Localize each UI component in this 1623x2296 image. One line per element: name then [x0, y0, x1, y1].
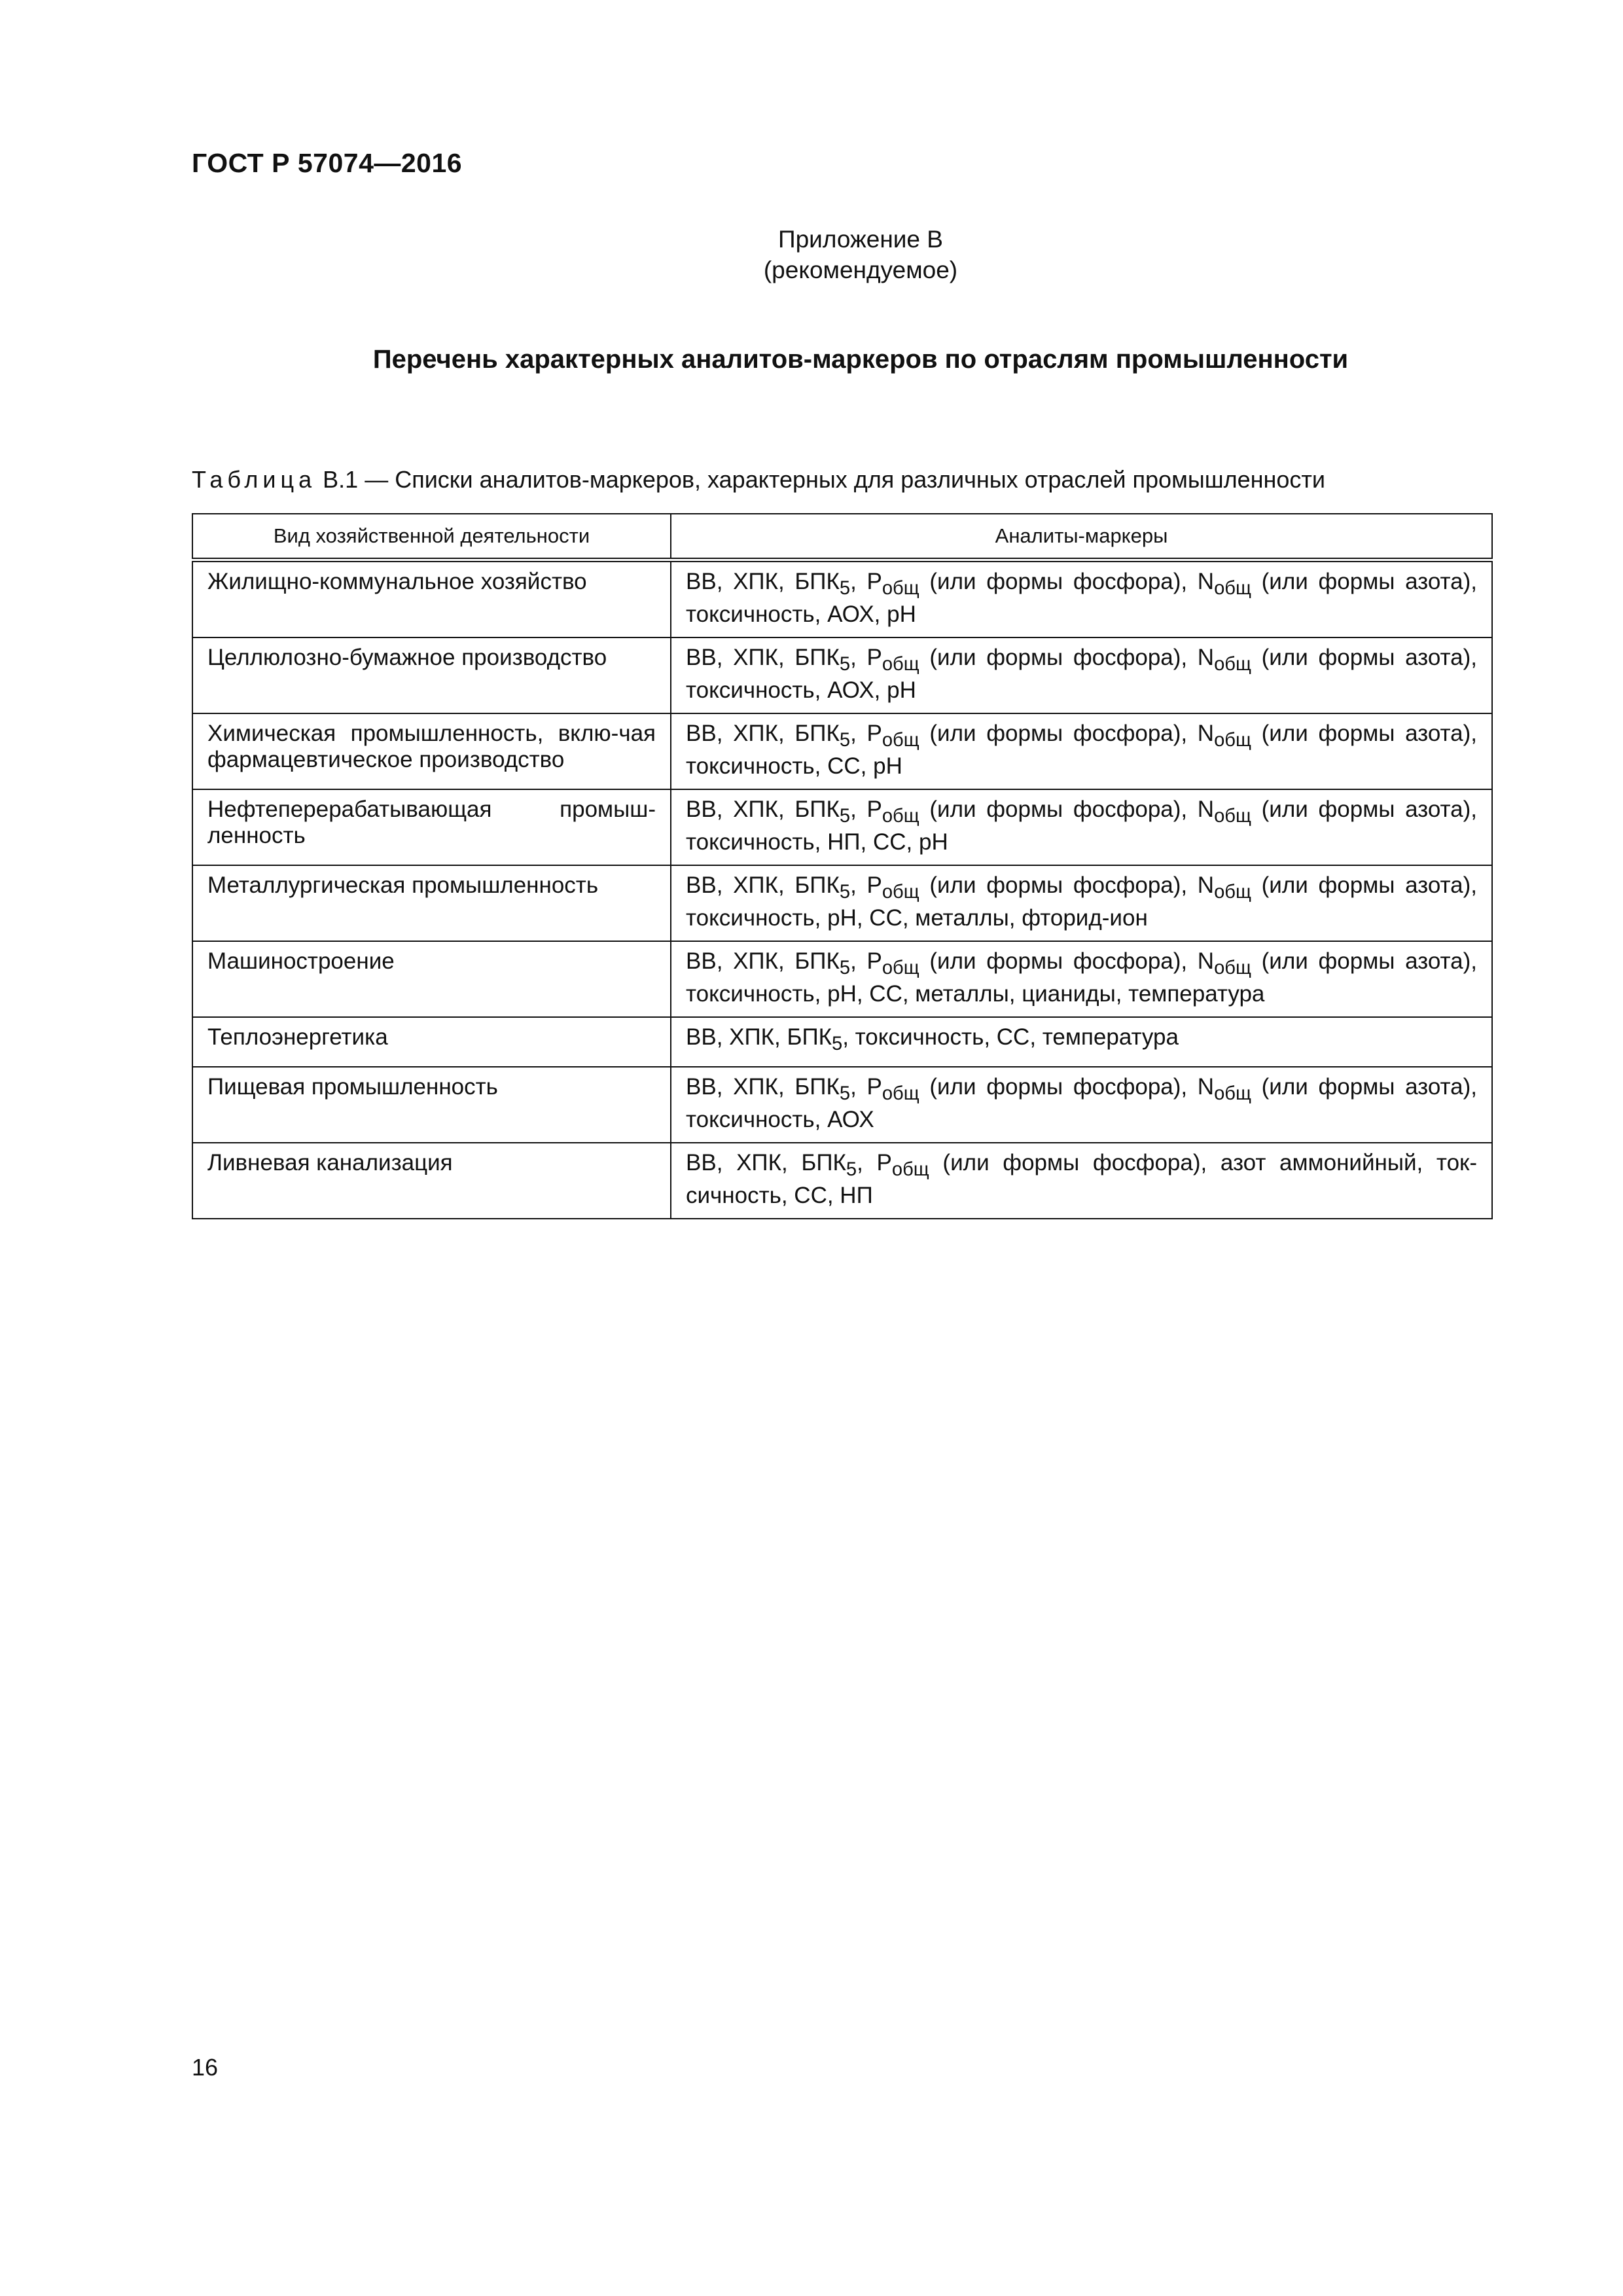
activity-cell: Нефтеперерабатывающая промыш-ленность	[192, 789, 671, 865]
column-header-analytes: Аналиты-маркеры	[671, 514, 1492, 560]
table-header-row	[192, 514, 1492, 560]
analytes-cell: ВВ, ХПК, $БПК_5$, $Р_{общ}$ (или формы фосфора), азот аммонийный, ток-сичность, СС, НП	[671, 1143, 1492, 1219]
activity-cell: Ливневая канализация	[192, 1143, 671, 1219]
table-caption-word: Таблица	[192, 466, 317, 493]
activity-cell: Пищевая промышленность	[192, 1067, 671, 1143]
table-row	[192, 1143, 1492, 1219]
analytes-cell: ВВ, ХПК, $БПК_5$, $Р_{общ}$ (или формы фосфора), $N_{общ}$ (или формы азота), токсичность, АОХ	[671, 1067, 1492, 1143]
section-title: Перечень характерных аналитов-маркеров по отраслям промышленности	[372, 345, 1349, 374]
activity-cell: Машиностроение	[192, 941, 671, 1017]
table-row	[192, 1017, 1492, 1067]
analyte-markers-table	[192, 513, 1493, 1219]
analytes-cell: ВВ, ХПК, $БПК_5$, $Р_{общ}$ (или формы фосфора), $N_{общ}$ (или формы азота), токсичность, АОХ, рН	[671, 637, 1492, 713]
table-row	[192, 560, 1492, 638]
table-row	[192, 865, 1492, 941]
activity-cell: Целлюлозно-бумажное производство	[192, 637, 671, 713]
analytes-cell: ВВ, ХПК, $БПК_5$, $Р_{общ}$ (или формы фосфора), $N_{общ}$ (или формы азота), токсичность, АОХ, рН	[671, 560, 1492, 638]
table-row	[192, 789, 1492, 865]
appendix-title: Приложение В	[778, 226, 943, 253]
table-row	[192, 1067, 1492, 1143]
analytes-cell: ВВ, ХПК, $БПК_5$, $Р_{общ}$ (или формы фосфора), $N_{общ}$ (или формы азота), токсичность, рН, СС, металлы, цианиды, температура	[671, 941, 1492, 1017]
activity-cell: Теплоэнергетика	[192, 1017, 671, 1067]
table-row	[192, 941, 1492, 1017]
analytes-cell: ВВ, ХПК, $БПК_5$, $Р_{общ}$ (или формы фосфора), $N_{общ}$ (или формы азота), токсичность, НП, СС, рН	[671, 789, 1492, 865]
table-caption	[192, 466, 1325, 493]
analytes-cell: ВВ, ХПК, $БПК_5$, $Р_{общ}$ (или формы фосфора), $N_{общ}$ (или формы азота), токсичность, рН, СС, металлы, фторид-ион	[671, 865, 1492, 941]
activity-cell: Жилищно-коммунальное хозяйство	[192, 560, 671, 638]
page-number: 16	[192, 2054, 219, 2081]
table-body	[192, 560, 1492, 1219]
analytes-cell: ВВ, ХПК, $БПК_5$, токсичность, СС, температура	[671, 1017, 1492, 1067]
table-caption-text: В.1 — Списки аналитов-маркеров, характерных для различных отраслей промышленности	[316, 466, 1325, 493]
column-header-activity: Вид хозяйственной деятельности	[192, 514, 671, 560]
appendix-heading	[0, 224, 1623, 285]
table-row	[192, 713, 1492, 789]
activity-cell: Химическая промышленность, вклю-чая фармацевтическое производство	[192, 713, 671, 789]
document-code: ГОСТ Р 57074—2016	[192, 148, 463, 178]
appendix-status: (рекомендуемое)	[763, 257, 958, 283]
activity-cell: Металлургическая промышленность	[192, 865, 671, 941]
analytes-cell: ВВ, ХПК, $БПК_5$, $Р_{общ}$ (или формы фосфора), $N_{общ}$ (или формы азота), токсичность, СС, рН	[671, 713, 1492, 789]
table-row	[192, 637, 1492, 713]
